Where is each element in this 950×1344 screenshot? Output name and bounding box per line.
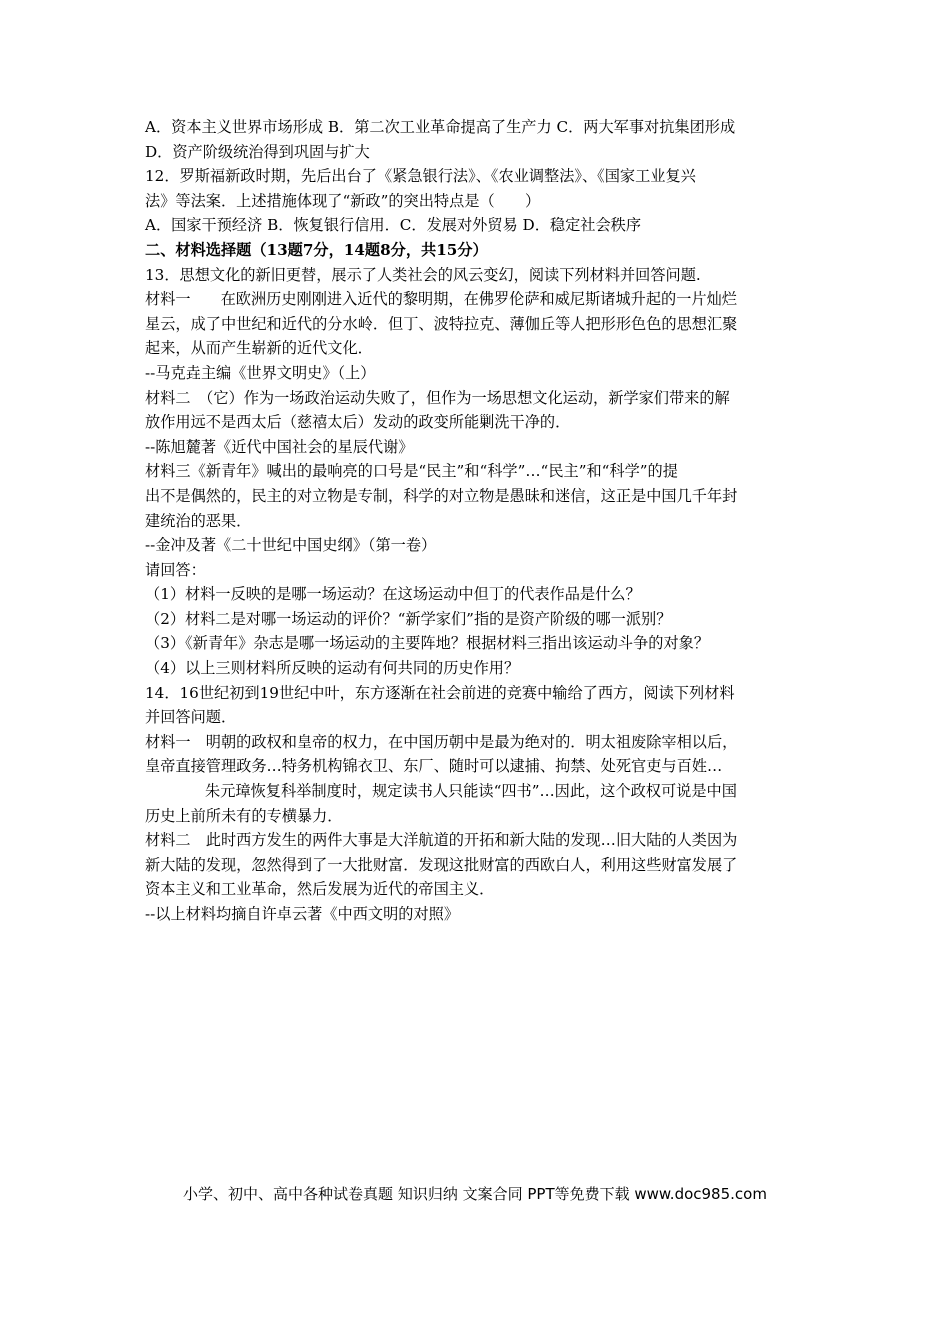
q13-material1-line2: 星云，成了中世纪和近代的分水岭．但丁、波特拉克、薄伽丘等人把形形色色的思想汇聚 [145, 314, 738, 333]
q13-sub4: （4）以上三则材料所反映的运动有何共同的历史作用？ [145, 659, 520, 678]
q14-material2-line2: 新大陆的发现，忽然得到了一大批财富．发现这批财富的西欧白人，利用这些财富发展了 [145, 855, 738, 874]
q11-options-line1: A．资本主义世界市场形成 B．第二次工业革命提高了生产力 C．两大军事对抗集团形成 [145, 118, 736, 136]
q13-sub3: （3）《新青年》杂志是哪一场运动的主要阵地？根据材料三指出该运动斗争的对象？ [145, 634, 710, 653]
q13-material2-line1: 材料二 （它）作为一场政治运动失败了，但作为一场思想文化运动，新学家们带来的解 [145, 388, 730, 407]
q13-material3-line1: 材料三《新青年》喊出的最响亮的口号是“民主”和“科学”…“民主”和“科学”的提 [145, 462, 678, 481]
q14-stem-line1: 14．16世纪初到19世纪中叶，东方逐渐在社会前进的竞赛中输给了西方，阅读下列材料 [145, 683, 735, 702]
section-title: 二、材料选择题（13题7分，14题8分，共15分） [145, 240, 488, 259]
q13-prompt: 请回答： [145, 560, 206, 579]
q13-material1-text: 在欧洲历史刚刚进入近代的黎明期，在佛罗伦萨和威尼斯诸城升起的一片灿烂 [220, 290, 737, 309]
q12-options: A．国家干预经济 B．恢复银行信用．C．发展对外贸易 D．稳定社会秩序 [145, 216, 642, 235]
q13-stem: 13．思想文化的新旧更替，展示了人类社会的风云变幻，阅读下列材料并回答问题. [145, 265, 701, 284]
q13-sub2: （2）材料二是对哪一场运动的评价？“新学家们”指的是资产阶级的哪一派别？ [145, 609, 672, 628]
q14-material1-line2: 皇帝直接管理政务…特务机构锦衣卫、东厂、随时可以逮捕、拘禁、处死官吏与百姓… [145, 757, 723, 776]
q13-material2-source: --陈旭麓著《近代中国社会的星辰代谢》 [145, 437, 414, 456]
q13-material1-source: --马克垚主编《世界文明史》（上） [145, 363, 376, 382]
q14-material2-line1: 材料二 此时西方发生的两件大事是大洋航道的开拓和新大陆的发现…旧大陆的人类因为 [145, 831, 738, 850]
q14-source: --以上材料均摘自许卓云著《中西文明的对照》 [145, 905, 460, 923]
q14-material1-line1: 材料一 明朝的政权和皇帝的权力，在中国历朝中是最为绝对的．明太祖废除宰相以后， [145, 732, 738, 751]
q13-material1-label: 材料一 [145, 290, 191, 309]
q13-material3-line2: 出不是偶然的，民主的对立物是专制，科学的对立物是愚昧和迷信，这正是中国几千年封 [145, 486, 738, 505]
q12-stem-line1: 12．罗斯福新政时期，先后出台了《紧急银行法》、《农业调整法》、《国家工业复兴 [145, 167, 696, 186]
q14-material2-line3: 资本主义和工业革命，然后发展为近代的帝国主义． [145, 880, 495, 899]
q14-stem-line2: 并回答问题． [145, 708, 237, 727]
q13-sub1: （1）材料一反映的是哪一场运动？在这场运动中但丁的代表作品是什么？ [145, 585, 641, 604]
page-footer: 小学、初中、高中各种试卷真题 知识归纳 文案合同 PPT等免费下载 www.doc985.com [183, 1185, 767, 1203]
q13-material1-line3: 起来，从而产生崭新的近代文化． [145, 339, 373, 358]
document-body [145, 115, 810, 927]
q13-material1-line1 [145, 287, 810, 312]
q14-material1-line3-text: 朱元璋恢复科举制度时，规定读书人只能读“四书”…因此，这个政权可说是中国 [205, 782, 737, 801]
q13-material2-line2: 放作用远不是西太后（慈禧太后）发动的政变所能剿洗干净的． [145, 413, 571, 432]
q11-options-line2: D．资产阶级统治得到巩固与扩大 [145, 142, 370, 161]
q14-material1-line4: 历史上前所未有的专横暴力． [145, 806, 343, 825]
q12-stem-line2: 法》等法案．上述措施体现了“新政”的突出特点是（ ） [145, 191, 541, 210]
q13-material3-line3: 建统治的恶果． [145, 511, 252, 530]
q14-material1-line3 [145, 779, 810, 804]
q13-material3-source: --金冲及著《二十世纪中国史纲》（第一卷） [145, 536, 437, 555]
